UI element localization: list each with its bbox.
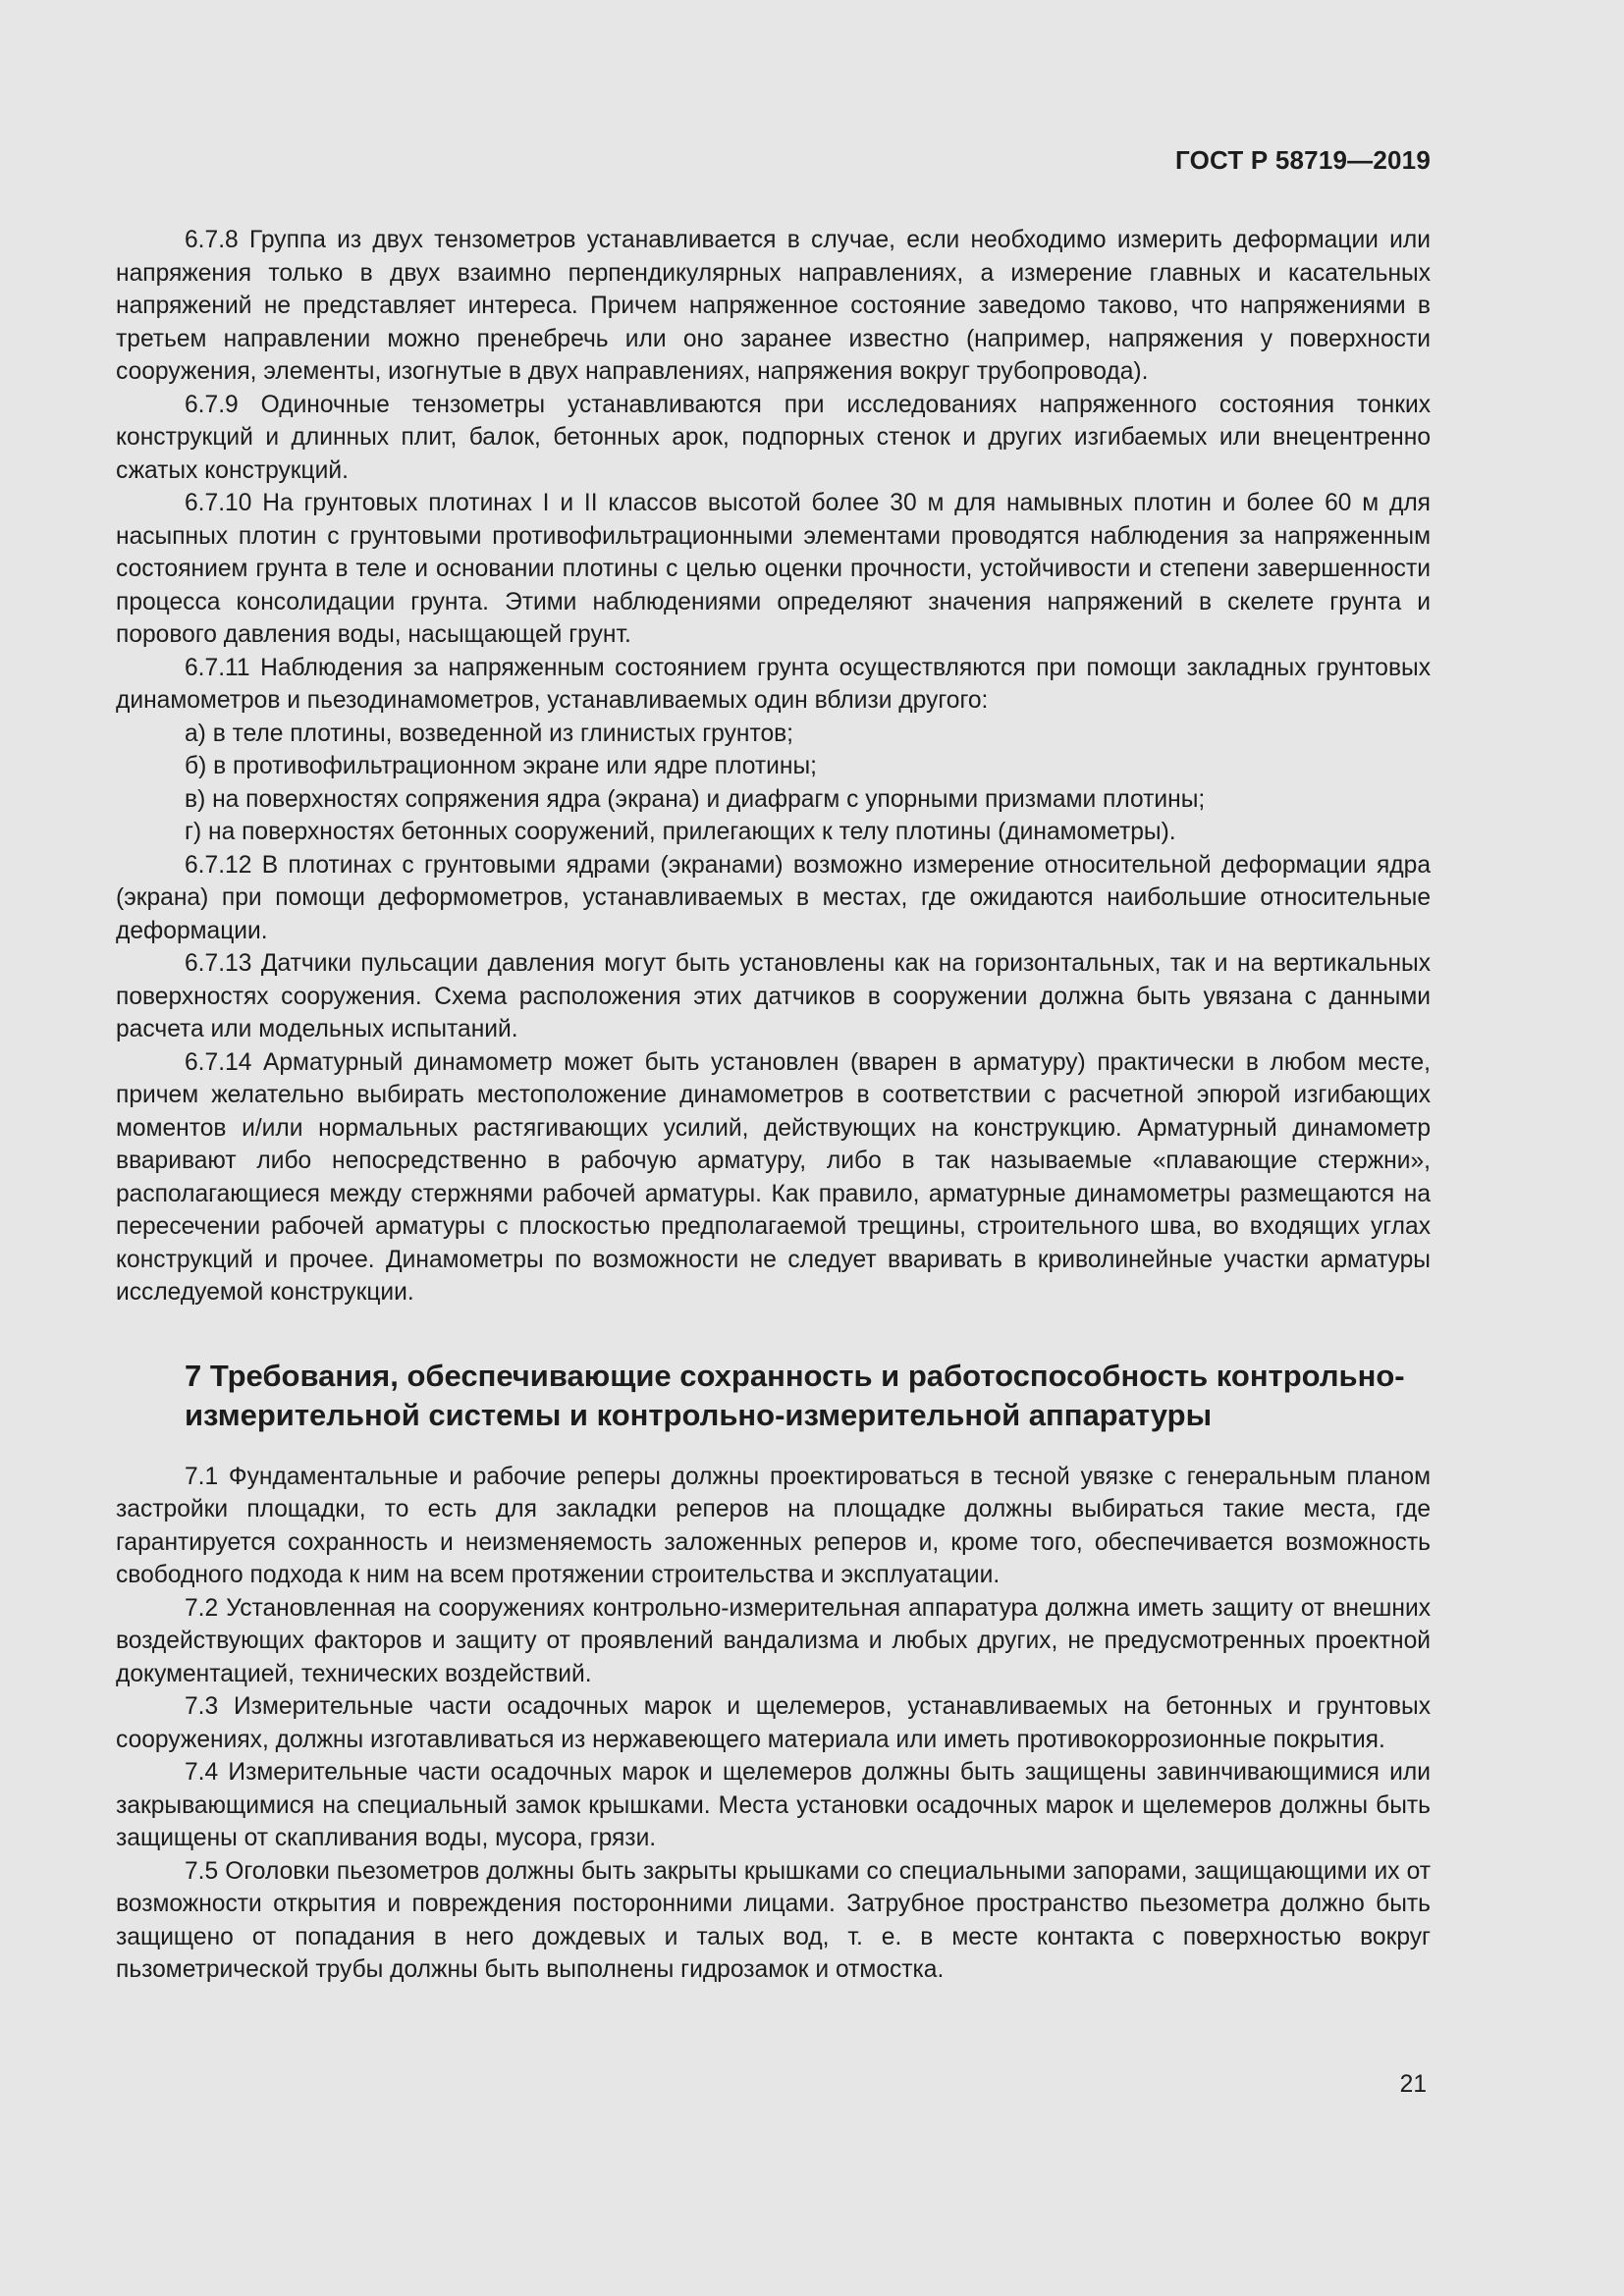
list-item-g: г) на поверхностях бетонных сооружений, прилегающих к телу плотины (динамометры). (185, 819, 1176, 845)
page-number: 21 (1399, 2071, 1427, 2098)
document-header: ГОСТ Р 58719—2019 (1175, 145, 1431, 175)
section-7-heading: 7 Требования, обеспечивающие сохранность и работоспособность контрольно-измерительной системы и контрольно-измерительной аппаратуры (185, 1358, 1405, 1432)
paragraph-6-7-9: 6.7.9 Одиночные тензометры устанавливаются при исследованиях напряженного состояния тонких конструкций и длинных плит, балок, бетонных арок, подпорных стенок и других изгибаемых или внецентренно сжатых конструкций. (116, 391, 1431, 484)
paragraph-6-7-13: 6.7.13 Датчики пульсации давления могут быть установлены как на горизонтальных, так и на вертикальных поверхностях сооружения. Схема расположения этих датчиков в сооружении должна быть увязана с данными расчета или модельных испытаний. (116, 950, 1431, 1042)
paragraph-6-7-8: 6.7.8 Группа из двух тензометров устанавливается в случае, если необходимо измерить деформации или напряжения только в двух взаимно перпендикулярных направлениях, а измерение главных и касательных напряжений не представляет интереса. Причем напряженное состояние заведомо таково, что напряжениями в третьем направлении можно пренебречь или оно заранее известно (например, напряжения у поверхности сооружения, элементы, изогнутые в двух направлениях, напряжения вокруг трубопровода). (116, 227, 1431, 385)
paragraph-6-7-10: 6.7.10 На грунтовых плотинах I и II классов высотой более 30 м для намывных плотин и более 60 м для насыпных плотин с грунтовыми противофильтрационными элементами проводятся наблюдения за напряженным состоянием грунта в теле и основании плотины с целью оценки прочности, устойчивости и степени завершенности процесса консолидации грунта. Этими наблюдениями определяют значения напряжений в скелете грунта и порового давления воды, насыщающей грунт. (116, 490, 1431, 648)
page-body (116, 224, 1431, 1987)
list-item-a: а) в теле плотины, возведенной из глинистых грунтов; (185, 720, 794, 747)
list-item-v: в) на поверхностях сопряжения ядра (экрана) и диафрагм с упорными призмами плотины; (185, 785, 1206, 813)
paragraph-6-7-14: 6.7.14 Арматурный динамометр может быть установлен (вварен в арматуру) практически в любом месте, причем желательно выбирать местоположение динамометров в соответствии с расчетной эпюрой изгибающих моментов и/или нормальных растягивающих усилий, действующих на конструкцию. Арматурный динамометр вваривают либо непосредственно в рабочую арматуру, либо в так называемые «плавающие стержни», располагающиеся между стержнями рабочей арматуры. Как правило, арматурные динамометры размещаются на пересечении рабочей арматуры с плоскостью предполагаемой трещины, строительного шва, во входящих углах конструкций и прочее. Динамометры по возможности не следует вваривать в криволинейные участки арматуры исследуемой конструкции. (116, 1048, 1431, 1306)
paragraph-7-2: 7.2 Установленная на сооружениях контрольно-измерительная аппаратура должна иметь защиту от внешних воздействующих факторов и защиту от проявлений вандализма и любых других, не предусмотренных проектной документацией, технических воздействий. (116, 1594, 1431, 1687)
list-item-b: б) в противофильтрационном экране или ядре плотины; (185, 753, 817, 779)
paragraph-7-5: 7.5 Оголовки пьезометров должны быть закрыты крышками со специальными запорами, защищающими их от возможности открытия и повреждения посторонними лицами. Затрубное пространство пьезометра должно быть защищено от попадания в него дождевых и талых вод, т. е. в месте контакта с поверхностью вокруг пьзометрической трубы должны быть выполнены гидрозамок и отмостка. (116, 1857, 1431, 1983)
paragraph-7-4: 7.4 Измерительные части осадочных марок и щелемеров должны быть защищены завинчивающимися или закрывающимися на специальный замок крышками. Места установки осадочных марок и щелемеров должны быть защищены от скапливания воды, мусора, грязи. (116, 1759, 1431, 1851)
paragraph-7-1: 7.1 Фундаментальные и рабочие реперы должны проектироваться в тесной увязке с генеральным планом застройки площадки, то есть для закладки реперов на площадке должны выбираться такие места, где гарантируется сохранность и неизменяемость заложенных реперов и, кроме того, обеспечивается возможность свободного подхода к ним на всем протяжении строительства и эксплуатации. (116, 1463, 1431, 1588)
paragraph-7-3: 7.3 Измерительные части осадочных марок и щелемеров, устанавливаемых на бетонных и грунтовых сооружениях, должны изготавливаться из нержавеющего материала или иметь противокоррозионные покрытия. (116, 1693, 1431, 1753)
paragraph-6-7-11: 6.7.11 Наблюдения за напряженным состоянием грунта осуществляются при помощи закладных грунтовых динамометров и пьезодинамометров, устанавливаемых один вблизи другого: (116, 654, 1431, 714)
paragraph-6-7-12: 6.7.12 В плотинах с грунтовыми ядрами (экранами) возможно измерение относительной деформации ядра (экрана) при помощи деформометров, устанавливаемых в местах, где ожидаются наибольшие относительные деформации. (116, 851, 1431, 944)
